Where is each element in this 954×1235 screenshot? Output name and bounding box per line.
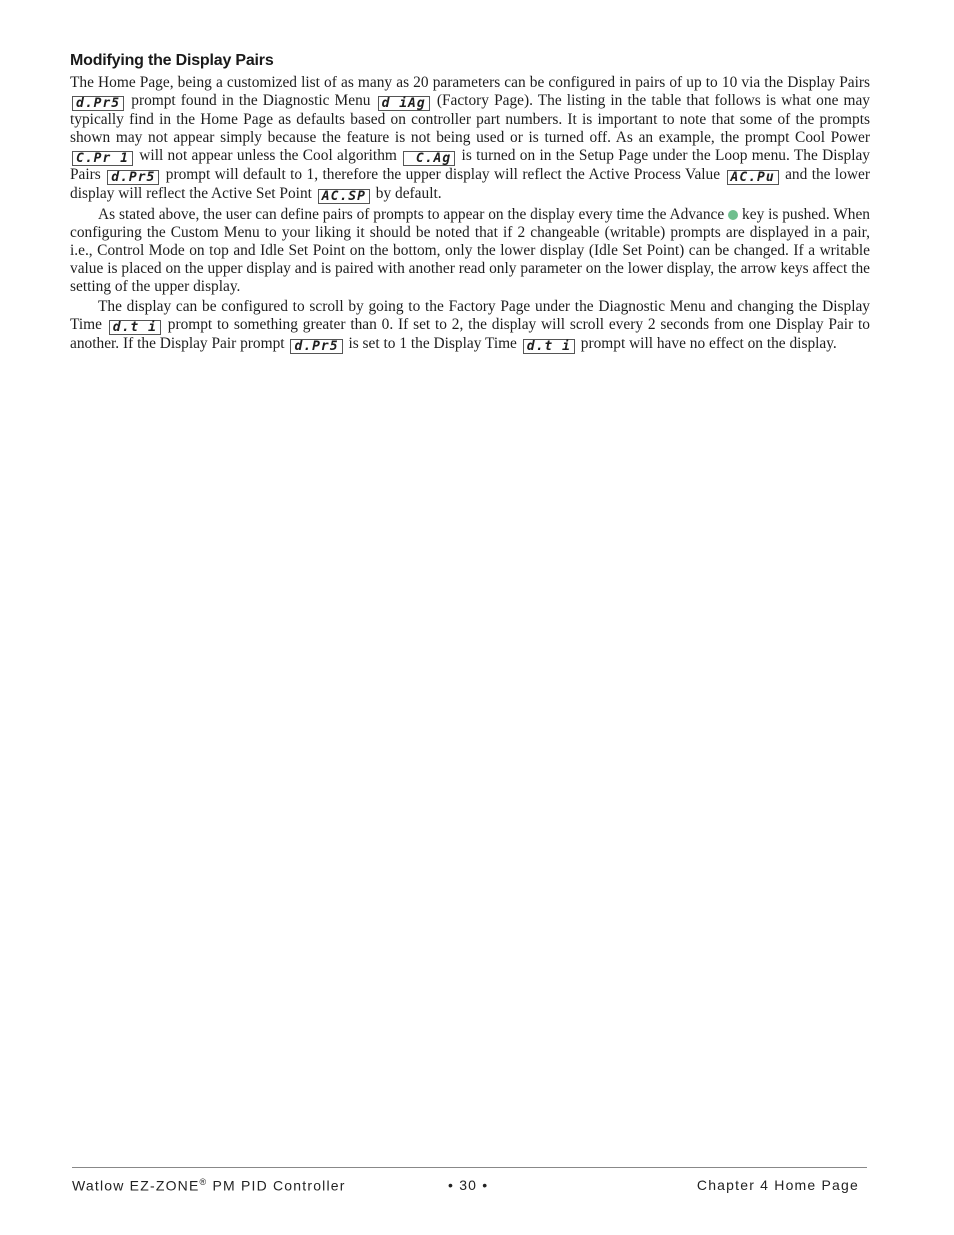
paragraph-2 [70,206,870,296]
footer-chapter: Chapter 4 Home Page [696,1177,859,1193]
display-code-dprs: d.Pr5 [72,96,124,111]
display-code-dprs-2: d.Pr5 [107,170,159,185]
page-footer [72,1167,867,1197]
section-heading: Modifying the Display Pairs [70,52,274,69]
para1-text-2: prompt found in the Diagnostic Menu [131,92,371,109]
display-code-dti-2: d.t i [523,339,575,354]
paragraph-3 [70,298,870,354]
para2-text-2: key is pushed. When configuring the Custom Menu to your liking it should be noted that if 2 changeable (writable) prompts are displayed in a pair, i.e., Control Mode on top and Idle Set Point on the bottom, only the lower display (Idle Set Point) can be changed. If a writable value is placed on the upper display and is paired with another read only parameter on the lower display, the arrow keys affect the setting of the upper display. [70,206,871,295]
para3-text-1: The display can be configured to scroll by going to the Factory Page under the Diagnostic Menu and changing the Display Time [70,298,870,333]
para1-text-5: is turned on in the Setup Page under the Loop menu. The Display Pairs [70,147,870,183]
para1-text-4: will not appear unless the Cool algorithm [139,147,397,164]
display-code-dprs-3: d.Pr5 [290,339,342,354]
paragraph-1 [70,74,870,204]
display-code-acsp: AC.SP [318,189,370,204]
para2-text-1: As stated above, the user can define pairs of prompts to appear on the display every time the Advance [98,206,725,223]
para3-text-2: prompt to something greater than 0. If set to 2, the display will scroll every 2 seconds from one Display Pair to another. If the Display Pair prompt [70,316,870,352]
display-code-cpr1: C.Pr 1 [72,151,133,166]
document-body [70,52,870,356]
para3-text-3: is set to 1 the Display Time [348,335,517,352]
para1-text-1: The Home Page, being a customized list of as many as 20 parameters can be configured in pairs of up to 10 via the Display Pairs [70,74,870,91]
footer-product [72,1177,346,1194]
advance-key-icon [728,210,738,220]
display-code-dti: d.t i [109,320,161,335]
para1-text-6: prompt will default to 1, therefore the upper display will reflect the Active Process Value [165,166,721,183]
display-code-acpu: AC.Pu [727,170,779,185]
footer-brand: Watlow EZ-ZONE [72,1177,200,1194]
footer-product-name: PM PID Controller [207,1177,346,1194]
para1-text-8: by default. [375,185,442,202]
para1-text-7: and the lower display will reflect the Active Set Point [70,166,870,202]
para1-text-3: (Factory Page). The listing in the table that follows is what one may typically find in the Home Page as defaults based on controller part numbers. It is important to note that some of the prompts shown may not appear simply because the feature is not being used or is turned off. As an example, the prompt Cool Power [70,92,870,146]
page-number: • 30 • [448,1177,489,1193]
registered-mark: ® [199,1177,208,1187]
display-code-diag: d iAg [378,96,430,111]
para3-text-4: prompt will have no effect on the display. [580,335,837,352]
display-code-cag: C.Ag [403,151,455,166]
